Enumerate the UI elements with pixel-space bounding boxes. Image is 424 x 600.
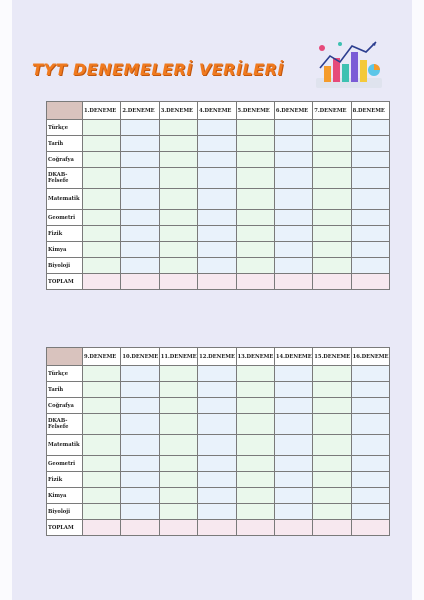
row-label: Geometri bbox=[47, 456, 83, 472]
score-cell[interactable] bbox=[159, 366, 197, 382]
score-cell[interactable] bbox=[313, 258, 351, 274]
score-cell[interactable] bbox=[274, 189, 312, 210]
score-cell[interactable] bbox=[351, 258, 389, 274]
score-cell[interactable] bbox=[159, 504, 197, 520]
score-cell[interactable] bbox=[274, 136, 312, 152]
score-cell[interactable] bbox=[274, 242, 312, 258]
score-cell[interactable] bbox=[198, 366, 236, 382]
row-label: Türkçe bbox=[47, 366, 83, 382]
total-cell[interactable] bbox=[351, 520, 389, 536]
score-cell[interactable] bbox=[274, 472, 312, 488]
total-cell[interactable] bbox=[274, 274, 312, 290]
total-cell[interactable] bbox=[159, 520, 197, 536]
score-cell[interactable] bbox=[351, 152, 389, 168]
score-cell[interactable] bbox=[313, 414, 351, 435]
score-cell[interactable] bbox=[198, 488, 236, 504]
header-exam: 12.DENEME bbox=[198, 348, 236, 366]
score-cell[interactable] bbox=[313, 488, 351, 504]
score-cell[interactable] bbox=[313, 152, 351, 168]
score-cell[interactable] bbox=[198, 456, 236, 472]
score-cell[interactable] bbox=[351, 189, 389, 210]
header-exam: 5.DENEME bbox=[236, 102, 274, 120]
score-cell[interactable] bbox=[159, 136, 197, 152]
score-cell[interactable] bbox=[313, 189, 351, 210]
score-cell[interactable] bbox=[121, 189, 159, 210]
score-cell[interactable] bbox=[121, 504, 159, 520]
score-cell[interactable] bbox=[198, 414, 236, 435]
score-cell[interactable] bbox=[198, 382, 236, 398]
score-cell[interactable] bbox=[351, 382, 389, 398]
table-header-row bbox=[47, 348, 390, 366]
header-exam: 4.DENEME bbox=[198, 102, 236, 120]
score-cell[interactable] bbox=[351, 414, 389, 435]
score-cell[interactable] bbox=[83, 398, 121, 414]
row-label: Biyoloji bbox=[47, 258, 83, 274]
score-cell[interactable] bbox=[198, 168, 236, 189]
table-row bbox=[47, 382, 390, 398]
score-cell[interactable] bbox=[236, 258, 274, 274]
score-cell[interactable] bbox=[83, 414, 121, 435]
score-cell[interactable] bbox=[198, 504, 236, 520]
header-exam: 3.DENEME bbox=[159, 102, 197, 120]
score-cell[interactable] bbox=[313, 382, 351, 398]
score-cell[interactable] bbox=[274, 366, 312, 382]
score-cell[interactable] bbox=[83, 226, 121, 242]
score-cell[interactable] bbox=[313, 136, 351, 152]
score-cell[interactable] bbox=[121, 136, 159, 152]
table-row bbox=[47, 210, 390, 226]
table-row bbox=[47, 120, 390, 136]
score-cell[interactable] bbox=[198, 398, 236, 414]
score-cell[interactable] bbox=[274, 226, 312, 242]
score-cell[interactable] bbox=[159, 398, 197, 414]
score-cell[interactable] bbox=[313, 210, 351, 226]
score-cell[interactable] bbox=[121, 414, 159, 435]
score-cell[interactable] bbox=[83, 472, 121, 488]
score-cell[interactable] bbox=[83, 366, 121, 382]
score-cell[interactable] bbox=[236, 366, 274, 382]
score-cell[interactable] bbox=[236, 435, 274, 456]
score-cell[interactable] bbox=[274, 210, 312, 226]
score-cell[interactable] bbox=[159, 488, 197, 504]
score-cell[interactable] bbox=[274, 168, 312, 189]
score-cell[interactable] bbox=[313, 242, 351, 258]
header-corner bbox=[47, 348, 83, 366]
header-exam: 11.DENEME bbox=[159, 348, 197, 366]
score-cell[interactable] bbox=[159, 189, 197, 210]
total-cell[interactable] bbox=[198, 274, 236, 290]
score-cell[interactable] bbox=[236, 168, 274, 189]
score-cell[interactable] bbox=[236, 488, 274, 504]
score-cell[interactable] bbox=[83, 152, 121, 168]
page-title: TYT DENEMELERİ VERİLERİ bbox=[32, 60, 284, 79]
score-cell[interactable] bbox=[236, 226, 274, 242]
score-cell[interactable] bbox=[198, 435, 236, 456]
score-cell[interactable] bbox=[159, 435, 197, 456]
header-exam: 10.DENEME bbox=[121, 348, 159, 366]
score-cell[interactable] bbox=[83, 456, 121, 472]
row-label: Fizik bbox=[47, 472, 83, 488]
score-cell[interactable] bbox=[159, 152, 197, 168]
score-cell[interactable] bbox=[351, 242, 389, 258]
score-cell[interactable] bbox=[121, 488, 159, 504]
worksheet-page bbox=[12, 0, 412, 600]
row-label: Matematik bbox=[47, 189, 83, 210]
score-cell[interactable] bbox=[198, 210, 236, 226]
score-cell[interactable] bbox=[198, 226, 236, 242]
score-cell[interactable] bbox=[274, 488, 312, 504]
score-cell[interactable] bbox=[351, 226, 389, 242]
score-cell[interactable] bbox=[121, 435, 159, 456]
total-cell[interactable] bbox=[83, 274, 121, 290]
table-row bbox=[47, 152, 390, 168]
score-cell[interactable] bbox=[83, 382, 121, 398]
score-cell[interactable] bbox=[351, 435, 389, 456]
score-cell[interactable] bbox=[274, 435, 312, 456]
score-cell[interactable] bbox=[274, 414, 312, 435]
table-row bbox=[47, 258, 390, 274]
score-cell[interactable] bbox=[121, 258, 159, 274]
table-row bbox=[47, 366, 390, 382]
score-cell[interactable] bbox=[313, 398, 351, 414]
score-cell[interactable] bbox=[313, 504, 351, 520]
score-cell[interactable] bbox=[121, 152, 159, 168]
total-row bbox=[47, 520, 390, 536]
score-cell[interactable] bbox=[159, 242, 197, 258]
row-label: Coğrafya bbox=[47, 398, 83, 414]
header-exam: 16.DENEME bbox=[351, 348, 389, 366]
header-exam: 15.DENEME bbox=[313, 348, 351, 366]
row-label: Tarih bbox=[47, 382, 83, 398]
score-cell[interactable] bbox=[351, 398, 389, 414]
table-row bbox=[47, 168, 390, 189]
score-cell[interactable] bbox=[121, 226, 159, 242]
total-label: TOPLAM bbox=[47, 274, 83, 290]
total-cell[interactable] bbox=[121, 274, 159, 290]
table-row bbox=[47, 414, 390, 435]
score-cell[interactable] bbox=[236, 504, 274, 520]
table-row bbox=[47, 472, 390, 488]
table-row bbox=[47, 189, 390, 210]
score-cell[interactable] bbox=[159, 258, 197, 274]
row-label: Kimya bbox=[47, 488, 83, 504]
score-cell[interactable] bbox=[159, 382, 197, 398]
score-cell[interactable] bbox=[83, 258, 121, 274]
total-cell[interactable] bbox=[313, 520, 351, 536]
score-cell[interactable] bbox=[274, 152, 312, 168]
total-cell[interactable] bbox=[198, 520, 236, 536]
row-label: Coğrafya bbox=[47, 152, 83, 168]
score-cell[interactable] bbox=[83, 242, 121, 258]
header-exam: 1.DENEME bbox=[83, 102, 121, 120]
score-cell[interactable] bbox=[236, 456, 274, 472]
score-cell[interactable] bbox=[159, 456, 197, 472]
score-cell[interactable] bbox=[351, 504, 389, 520]
score-cell[interactable] bbox=[198, 472, 236, 488]
score-cell[interactable] bbox=[121, 456, 159, 472]
row-label: Türkçe bbox=[47, 120, 83, 136]
total-label: TOPLAM bbox=[47, 520, 83, 536]
score-cell[interactable] bbox=[236, 120, 274, 136]
score-cell[interactable] bbox=[274, 456, 312, 472]
total-cell[interactable] bbox=[313, 274, 351, 290]
total-cell[interactable] bbox=[236, 274, 274, 290]
header-exam: 2.DENEME bbox=[121, 102, 159, 120]
score-cell[interactable] bbox=[121, 210, 159, 226]
score-cell[interactable] bbox=[121, 242, 159, 258]
score-cell[interactable] bbox=[351, 366, 389, 382]
score-cell[interactable] bbox=[313, 226, 351, 242]
total-row bbox=[47, 274, 390, 290]
score-cell[interactable] bbox=[83, 504, 121, 520]
score-cell[interactable] bbox=[313, 168, 351, 189]
score-cell[interactable] bbox=[121, 472, 159, 488]
score-cell[interactable] bbox=[159, 120, 197, 136]
table-row bbox=[47, 136, 390, 152]
score-cell[interactable] bbox=[274, 382, 312, 398]
score-cell[interactable] bbox=[236, 414, 274, 435]
score-cell[interactable] bbox=[236, 382, 274, 398]
score-cell[interactable] bbox=[236, 189, 274, 210]
score-cell[interactable] bbox=[274, 504, 312, 520]
row-label: Biyoloji bbox=[47, 504, 83, 520]
header-corner bbox=[47, 102, 83, 120]
row-label: Kimya bbox=[47, 242, 83, 258]
total-cell[interactable] bbox=[159, 274, 197, 290]
total-cell[interactable] bbox=[83, 520, 121, 536]
score-cell[interactable] bbox=[198, 120, 236, 136]
table-row bbox=[47, 435, 390, 456]
row-label: DKAB-Felsefe bbox=[47, 168, 83, 189]
header-exam: 13.DENEME bbox=[236, 348, 274, 366]
score-cell[interactable] bbox=[121, 120, 159, 136]
score-cell[interactable] bbox=[159, 210, 197, 226]
total-cell[interactable] bbox=[274, 520, 312, 536]
score-cell[interactable] bbox=[236, 398, 274, 414]
score-cell[interactable] bbox=[236, 210, 274, 226]
score-cell[interactable] bbox=[159, 168, 197, 189]
score-cell[interactable] bbox=[351, 168, 389, 189]
score-cell[interactable] bbox=[236, 136, 274, 152]
row-label: Fizik bbox=[47, 226, 83, 242]
header-exam: 9.DENEME bbox=[83, 348, 121, 366]
score-cell[interactable] bbox=[274, 398, 312, 414]
score-cell[interactable] bbox=[83, 136, 121, 152]
row-label: DKAB-Felsefe bbox=[47, 414, 83, 435]
total-cell[interactable] bbox=[351, 274, 389, 290]
score-cell[interactable] bbox=[274, 258, 312, 274]
score-cell[interactable] bbox=[159, 414, 197, 435]
score-cell[interactable] bbox=[313, 472, 351, 488]
score-cell[interactable] bbox=[198, 152, 236, 168]
table-row bbox=[47, 398, 390, 414]
score-cell[interactable] bbox=[236, 242, 274, 258]
score-cell[interactable] bbox=[351, 472, 389, 488]
exam-table-2 bbox=[46, 347, 390, 536]
row-label: Tarih bbox=[47, 136, 83, 152]
score-cell[interactable] bbox=[83, 120, 121, 136]
table-header-row bbox=[47, 102, 390, 120]
table-row bbox=[47, 456, 390, 472]
header-exam: 7.DENEME bbox=[313, 102, 351, 120]
score-cell[interactable] bbox=[198, 189, 236, 210]
score-cell[interactable] bbox=[83, 189, 121, 210]
score-cell[interactable] bbox=[313, 366, 351, 382]
row-label: Matematik bbox=[47, 435, 83, 456]
score-cell[interactable] bbox=[159, 226, 197, 242]
score-cell[interactable] bbox=[198, 242, 236, 258]
table-row bbox=[47, 242, 390, 258]
score-cell[interactable] bbox=[121, 168, 159, 189]
table-row bbox=[47, 226, 390, 242]
score-cell[interactable] bbox=[159, 472, 197, 488]
score-cell[interactable] bbox=[313, 120, 351, 136]
score-cell[interactable] bbox=[121, 366, 159, 382]
score-cell[interactable] bbox=[121, 382, 159, 398]
score-cell[interactable] bbox=[83, 435, 121, 456]
total-cell[interactable] bbox=[121, 520, 159, 536]
row-label: Geometri bbox=[47, 210, 83, 226]
total-cell[interactable] bbox=[236, 520, 274, 536]
score-cell[interactable] bbox=[351, 488, 389, 504]
score-cell[interactable] bbox=[121, 398, 159, 414]
score-cell[interactable] bbox=[236, 472, 274, 488]
score-cell[interactable] bbox=[313, 456, 351, 472]
score-cell[interactable] bbox=[198, 136, 236, 152]
score-cell[interactable] bbox=[83, 168, 121, 189]
score-cell[interactable] bbox=[351, 120, 389, 136]
score-cell[interactable] bbox=[351, 136, 389, 152]
score-cell[interactable] bbox=[83, 488, 121, 504]
chart-analytics-icon bbox=[314, 38, 384, 90]
table-row bbox=[47, 504, 390, 520]
score-cell[interactable] bbox=[351, 210, 389, 226]
header-exam: 6.DENEME bbox=[274, 102, 312, 120]
header-exam: 8.DENEME bbox=[351, 102, 389, 120]
header-exam: 14.DENEME bbox=[274, 348, 312, 366]
score-cell[interactable] bbox=[274, 120, 312, 136]
score-cell[interactable] bbox=[83, 210, 121, 226]
table-row bbox=[47, 488, 390, 504]
score-cell[interactable] bbox=[236, 152, 274, 168]
score-cell[interactable] bbox=[198, 258, 236, 274]
score-cell[interactable] bbox=[313, 435, 351, 456]
score-cell[interactable] bbox=[351, 456, 389, 472]
exam-table-1 bbox=[46, 101, 390, 290]
